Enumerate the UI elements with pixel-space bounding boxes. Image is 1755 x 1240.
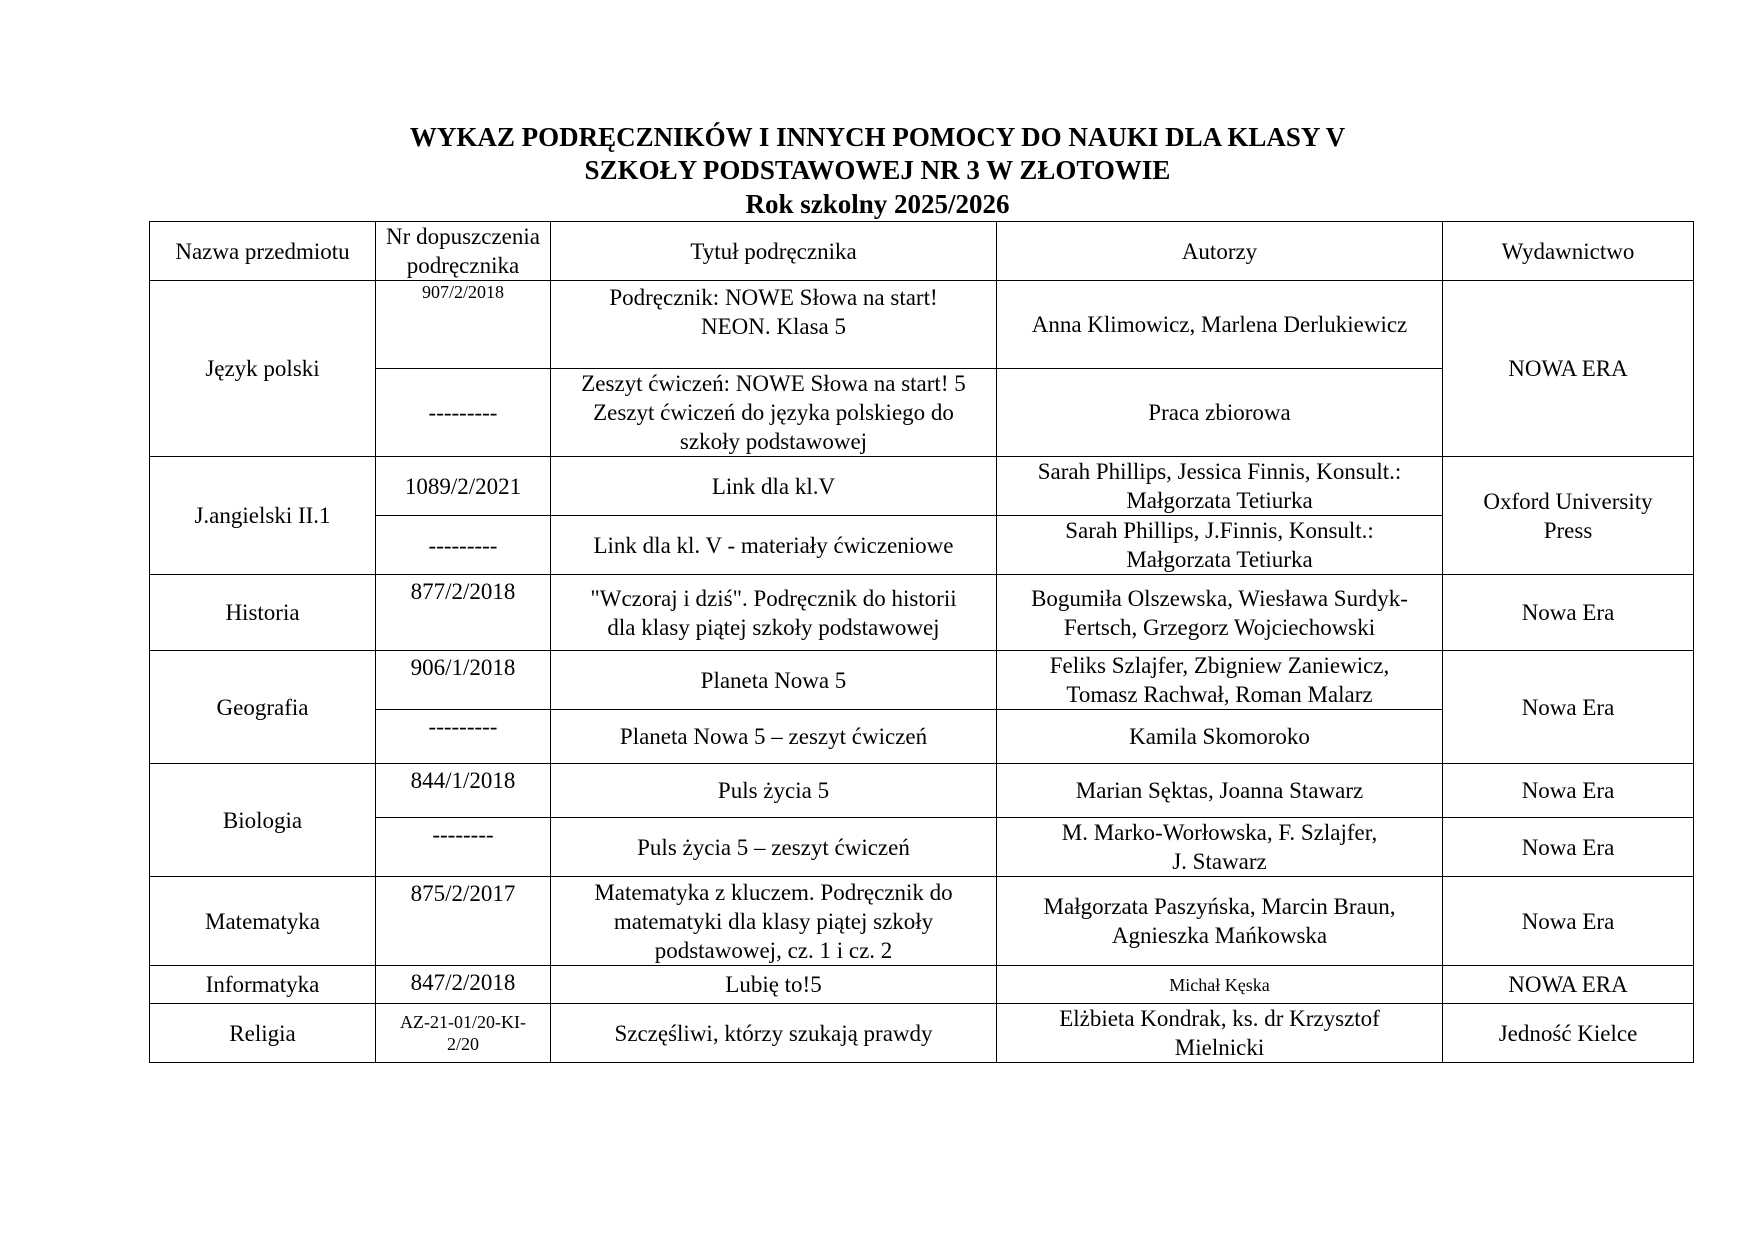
approval-number-cell: 907/2/2018 xyxy=(376,281,551,369)
table-row xyxy=(150,966,1694,1004)
book-title-cell: Link dla kl. V - materiały ćwiczeniowe xyxy=(551,516,997,575)
textbook-table xyxy=(149,221,1694,1063)
publisher-cell: Nowa Era xyxy=(1443,818,1694,877)
authors-cell: Sarah Phillips, J.Finnis, Konsult.: Małgorzata Tetiurka xyxy=(997,516,1443,575)
authors-cell: Małgorzata Paszyńska, Marcin Braun, Agnieszka Mańkowska xyxy=(997,877,1443,966)
table-row xyxy=(150,575,1694,651)
book-title-cell: Link dla kl.V xyxy=(551,457,997,516)
book-title-cell: "Wczoraj i dziś". Podręcznik do historii dla klasy piątej szkoły podstawowej xyxy=(551,575,997,651)
subject-cell: Geografia xyxy=(150,651,376,764)
authors-cell: Praca zbiorowa xyxy=(997,369,1443,457)
publisher-cell: Nowa Era xyxy=(1443,764,1694,818)
authors-cell: Anna Klimowicz, Marlena Derlukiewicz xyxy=(997,281,1443,369)
publisher-cell: Jedność Kielce xyxy=(1443,1004,1694,1063)
approval-number-cell: 847/2/2018 xyxy=(376,966,551,1004)
book-title-cell: Szczęśliwi, którzy szukają prawdy xyxy=(551,1004,997,1063)
table-row xyxy=(150,764,1694,818)
book-title-cell: Podręcznik: NOWE Słowa na start! NEON. Klasa 5 xyxy=(551,281,997,369)
publisher-cell: Nowa Era xyxy=(1443,651,1694,764)
table-row xyxy=(150,457,1694,516)
publisher-cell: Oxford University Press xyxy=(1443,457,1694,575)
book-title-cell: Puls życia 5 – zeszyt ćwiczeń xyxy=(551,818,997,877)
approval-number-cell: --------- xyxy=(376,710,551,764)
publisher-cell: Nowa Era xyxy=(1443,877,1694,966)
subject-cell: Matematyka xyxy=(150,877,376,966)
table-row xyxy=(150,281,1694,369)
subject-cell: Historia xyxy=(150,575,376,651)
approval-number-cell: 906/1/2018 xyxy=(376,651,551,710)
authors-cell: M. Marko-Worłowska, F. Szlajfer, J. Stawarz xyxy=(997,818,1443,877)
authors-cell: Michał Kęska xyxy=(997,966,1443,1004)
authors-cell: Elżbieta Kondrak, ks. dr Krzysztof Mielnicki xyxy=(997,1004,1443,1063)
book-title-cell: Matematyka z kluczem. Podręcznik do matematyki dla klasy piątej szkoły podstawowej, cz. 1 i cz. 2 xyxy=(551,877,997,966)
approval-number-cell: 875/2/2017 xyxy=(376,877,551,966)
document-title-line2: SZKOŁY PODSTAWOWEJ NR 3 W ZŁOTOWIE xyxy=(584,155,1171,185)
school-year: Rok szkolny 2025/2026 xyxy=(745,189,1010,219)
book-title-cell: Puls życia 5 xyxy=(551,764,997,818)
book-title-cell: Lubię to!5 xyxy=(551,966,997,1004)
approval-number-cell: 877/2/2018 xyxy=(376,575,551,651)
header-approval-number: Nr dopuszczenia podręcznika xyxy=(376,222,551,281)
header-book-title: Tytuł podręcznika xyxy=(551,222,997,281)
book-title-cell: Zeszyt ćwiczeń: NOWE Słowa na start! 5 Zeszyt ćwiczeń do języka polskiego do szkoły podstawowej xyxy=(551,369,997,457)
approval-number-cell: 1089/2/2021 xyxy=(376,457,551,516)
subject-cell: Biologia xyxy=(150,764,376,877)
authors-cell: Feliks Szlajfer, Zbigniew Zaniewicz, Tomasz Rachwał, Roman Malarz xyxy=(997,651,1443,710)
subject-cell: J.angielski II.1 xyxy=(150,457,376,575)
table-row xyxy=(150,651,1694,710)
book-title-cell: Planeta Nowa 5 xyxy=(551,651,997,710)
authors-cell: Kamila Skomoroko xyxy=(997,710,1443,764)
authors-cell: Marian Sęktas, Joanna Stawarz xyxy=(997,764,1443,818)
header-authors: Autorzy xyxy=(997,222,1443,281)
subject-cell: Religia xyxy=(150,1004,376,1063)
subject-cell: Informatyka xyxy=(150,966,376,1004)
header-publisher: Wydawnictwo xyxy=(1443,222,1694,281)
authors-cell: Sarah Phillips, Jessica Finnis, Konsult.: Małgorzata Tetiurka xyxy=(997,457,1443,516)
authors-cell: Bogumiła Olszewska, Wiesława Surdyk- Fertsch, Grzegorz Wojciechowski xyxy=(997,575,1443,651)
approval-number-cell: -------- xyxy=(376,818,551,877)
approval-number-cell: 844/1/2018 xyxy=(376,764,551,818)
subject-cell: Język polski xyxy=(150,281,376,457)
table-header-row xyxy=(150,222,1694,281)
publisher-cell: NOWA ERA xyxy=(1443,281,1694,457)
approval-number-cell: AZ-21-01/20-KI- 2/20 xyxy=(376,1004,551,1063)
approval-number-cell: --------- xyxy=(376,516,551,575)
publisher-cell: NOWA ERA xyxy=(1443,966,1694,1004)
table-row xyxy=(150,877,1694,966)
approval-number-cell: --------- xyxy=(376,369,551,457)
document-title-line1: WYKAZ PODRĘCZNIKÓW I INNYCH POMOCY DO NAUKI DLA KLASY V xyxy=(409,122,1346,152)
header-subject: Nazwa przedmiotu xyxy=(150,222,376,281)
book-title-cell: Planeta Nowa 5 – zeszyt ćwiczeń xyxy=(551,710,997,764)
table-row xyxy=(150,818,1694,877)
table-row xyxy=(150,1004,1694,1063)
publisher-cell: Nowa Era xyxy=(1443,575,1694,651)
